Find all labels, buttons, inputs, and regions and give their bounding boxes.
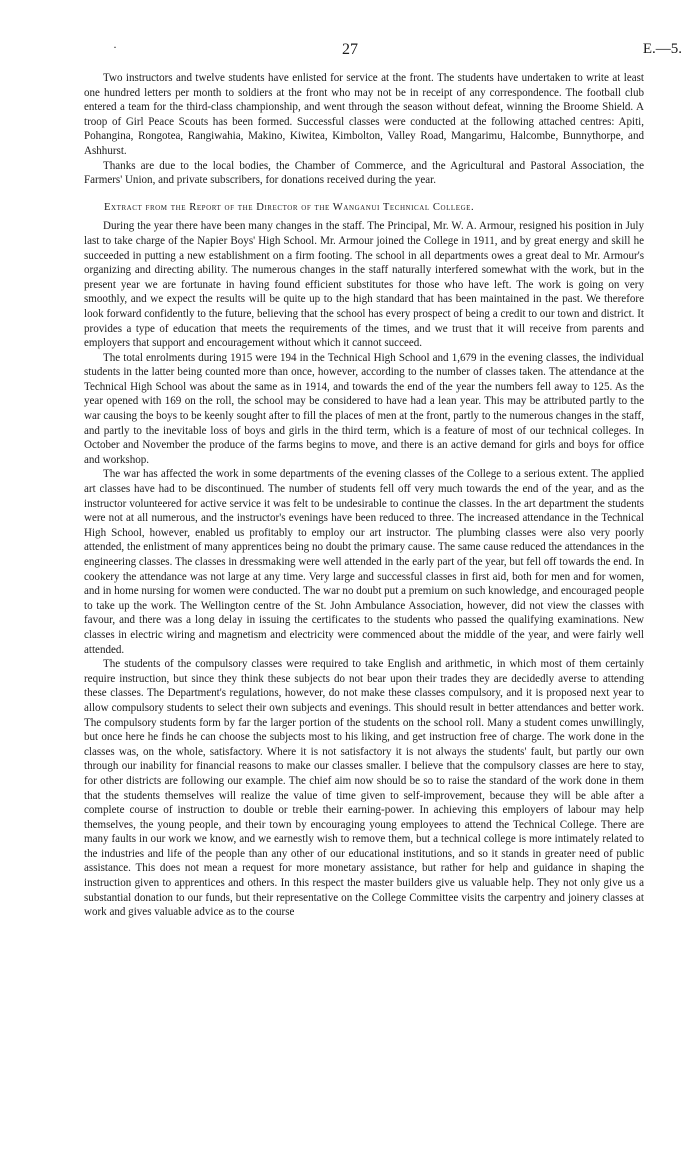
page-number: 27 bbox=[342, 41, 358, 58]
section-paragraph-3: The war has affected the work in some departments of the evening classes of the College to a serious extent. The applied art classes have had to be discontinued. The number of students fell off very much towards the end of the year, and as the instructor volunteered for active service it was felt to be undesirable to continue the classes. In the art department the students were not at all numerous, and the instructor's evenings have been reduced to three. The increased attendance in the Technical High School, however, enabled us profitably to employ our art instructor. The plumbing classes were also very poorly attended, the enlistment of many apprentices being no doubt the primary cause. The same cause reduced the attendances in the engineering classes. The classes in dressmaking were well attended in the early part of the year, but fell off towards the end. In cookery the attendance was not large at any time. Very large and successful classes in first aid, both for men and for women, and in home nursing for women were conducted. The war no doubt put a premium on such knowledge, and encouraged people to take up the work. The Wellington centre of the St. John Ambulance Association, however, did not view the classes with favour, and there was a long delay in issuing the certificates to the students who passed the qualifying examinations. New classes in electric wiring and magnetism and electricity were commenced about the middle of the year, and were fairly well attended. bbox=[84, 468, 644, 656]
section-paragraph-1: During the year there have been many changes in the staff. The Principal, Mr. W. A. Armour, resigned his position in July last to take charge of the Napier Boys' High School. Mr. Armour joined the College in 1911, and by great energy and skill he succeeded in putting a new establishment on a firm footing. The school in all departments owes a great deal to Mr. Armour's organizing and directing ability. The numerous changes in the staff naturally interfered somewhat with the work, but in the present year we are fortunate in having found efficient substitutes for those who have left. The work is going on very smoothly, and we expect the results will be quite up to the high standard that has been maintained in the past. We therefore look forward confidently to the future, believing that the school has every prospect of being a credit to our town and district. It provides a type of education that meets the requirements of the times, and we trust that it will receive from parents and employers that support and encouragement without which it cannot succeed. bbox=[84, 220, 644, 350]
intro-paragraph-2: Thanks are due to the local bodies, the Chamber of Commerce, and the Agricultural and Pastoral Association, the Farmers' Union, and private subscribers, for donations received during the year. bbox=[84, 159, 644, 187]
section-paragraph-4: The students of the compulsory classes were required to take English and arithmetic, in which most of them certainly require instruction, but since they think these subjects do not bear upon their trades they are decidedly averse to attending these classes. The Department's regulations, however, do not make these classes compulsory, and it is proposed next year to allow compulsory students to select their own subjects and evenings. This should result in better attendances and better work. The compulsory students form by far the larger portion of the students on the school roll. Many a student comes unwillingly, but once here he finds he can choose the subjects most to his liking, and get instruction free of charge. The work done in the classes was, on the whole, satisfactory. Where it is not satisfactory it is not always the students' fault, but partly our own through our inability for financial reasons to make our classes smaller. I believe that the compulsory classes are here to stay, for other districts are following our example. The chief aim now should be so to raise the standard of the work done in them that the students themselves will realize the value of time given to self-improvement, because they will be able after a complete course of instruction to double or treble their earning-power. In achieving this employers of labour may help themselves, the young people, and their town by encouraging young employees to attend the Technical College. There are many faults in our work we know, and we earnestly wish to remove them, but a technical college is more intimately related to the industries and life of the people than any other of our educational institutions, and so it stands in greater need of public assistance. This does not mean a request for more monetary assistance, but rather for help and guidance in shaping the instruction given to apprentices and others. In this respect the master builders give us valuable help. They not only give us a substantial donation to our funds, but their representative on the College Committee visits the carpentry and joinery classes at work and gives valuable advice as to the course bbox=[84, 658, 644, 919]
document-reference: E.—5. bbox=[642, 41, 682, 57]
page-mark: · bbox=[113, 40, 117, 54]
intro-paragraph-1: Two instructors and twelve students have enlisted for service at the front. The students have undertaken to write at least one hundred letters per month to soldiers at the front who may not be in receipt of any correspondence. The football club entered a team for the third-class championship, and went through the season without defeat, winning the Broome Shield. A troop of Girl Peace Scouts has been formed. Successful classes were conducted at the following attached centres: Apiti, Pohangina, Rongotea, Rangiwahia, Makino, Kiwitea, Kimbolton, Valley Road, Mangarimu, Halcombe, Bunnythorpe, and Ashhurst. bbox=[84, 72, 644, 157]
section-heading: Extract from the Report of the Director of the Wanganui Technical College. bbox=[104, 201, 475, 213]
document-body bbox=[84, 71, 644, 920]
section-paragraph-2: The total enrolments during 1915 were 194 in the Technical High School and 1,679 in the evening classes, the individual students in the latter being counted more than once, however, according to the number of classes taken. The attendance at the Technical High School was about the same as in 1914, and towards the end of the year the numbers fell away to 125. As the year opened with 169 on the roll, the school may be considered to have had a lean year. This may be attributed partly to the war causing the boys to be keenly sought after to fill the places of men at the front, partly to the numerous changes in the staff, and partly to the inevitable loss of boys and girls in the third term, which is a feature of most of our technical colleges. In October and November the produce of the farms begins to move, and there is an active demand for girls and boys for office and workshop. bbox=[84, 351, 644, 466]
